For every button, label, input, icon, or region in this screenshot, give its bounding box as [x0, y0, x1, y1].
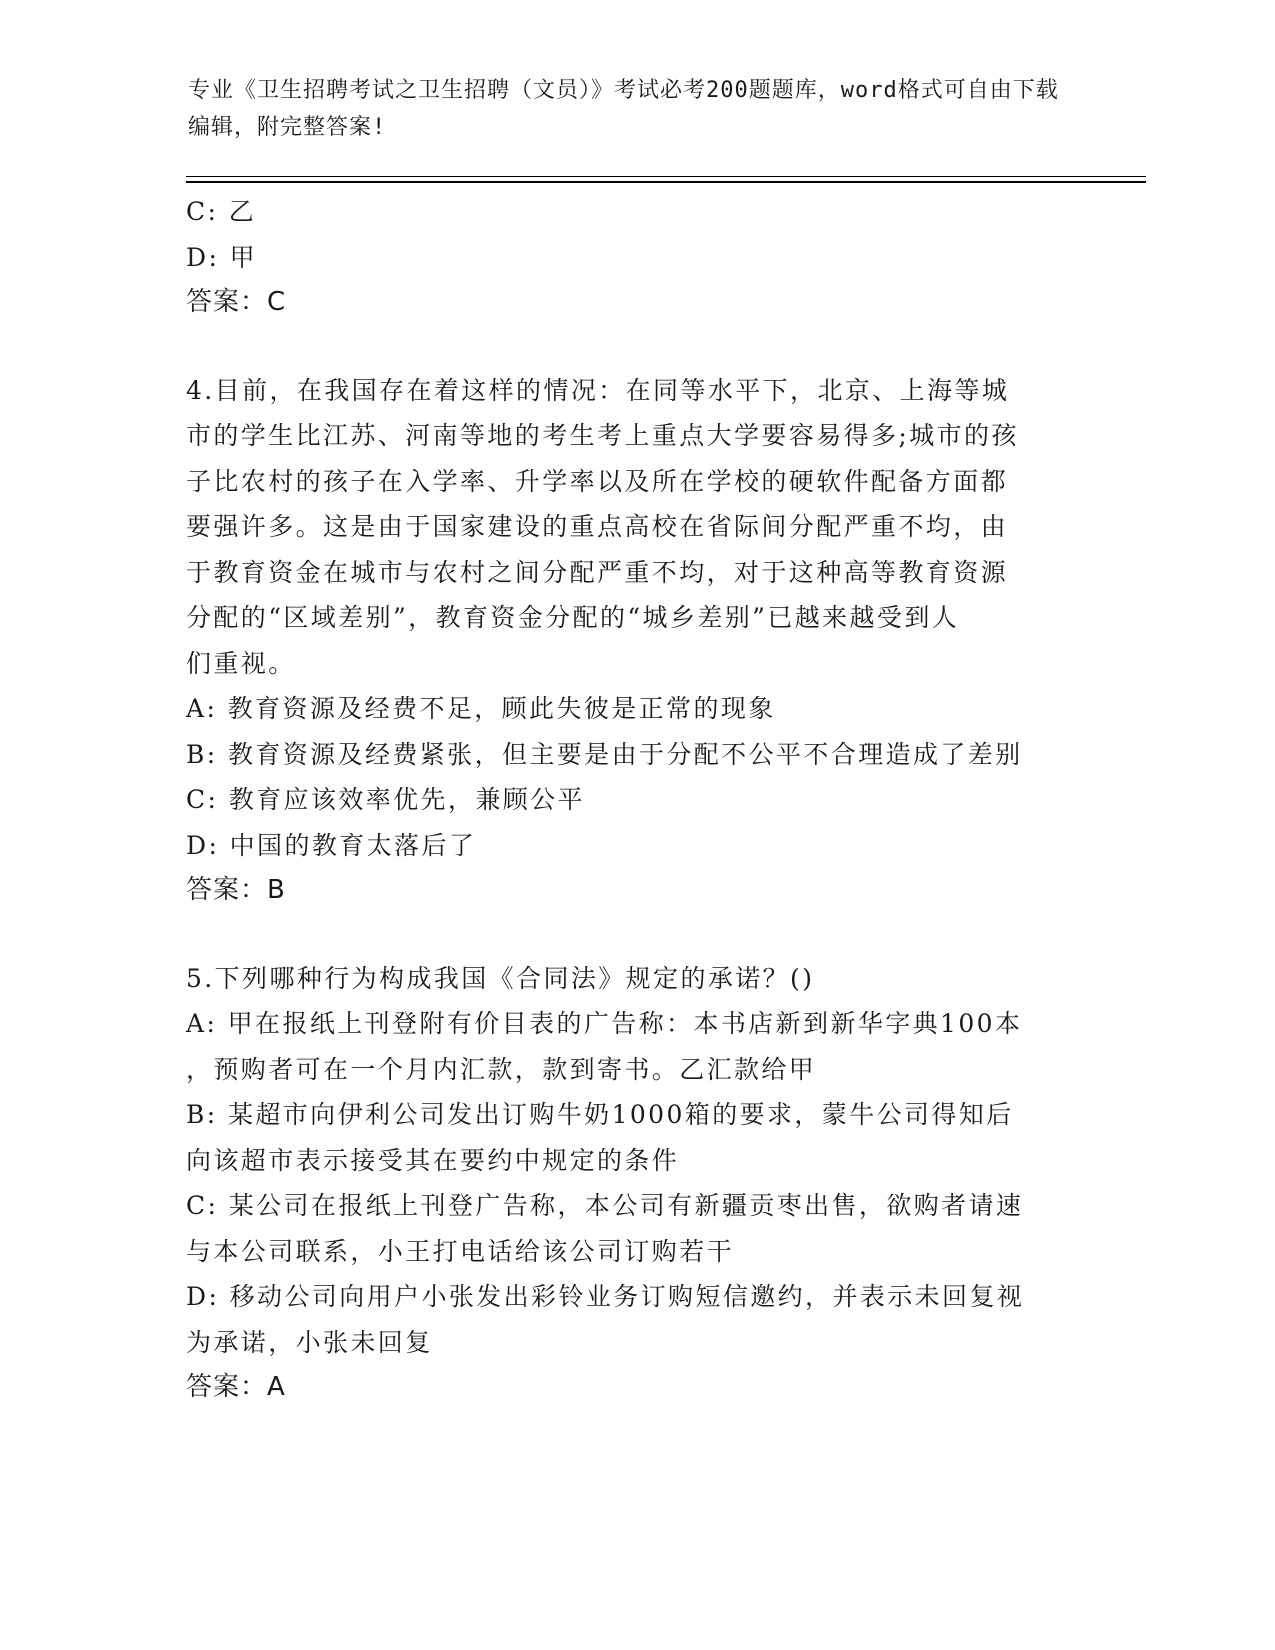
question-text-line: 们重视。: [186, 648, 296, 678]
option-a-continued: ，预购者可在一个月内汇款，款到寄书。乙汇款给甲: [186, 1054, 817, 1084]
spacer: [186, 914, 1086, 956]
answer: 答案：B: [186, 875, 286, 905]
option-b-continued: 向该超市表示接受其在要约中规定的条件: [186, 1145, 680, 1175]
question-3-tail: [186, 189, 1086, 326]
option-b: B: 教育资源及经费紧张，但主要是由于分配不公平不合理造成了差别: [186, 739, 1023, 769]
answer: 答案：A: [186, 1372, 286, 1402]
option-d: D: 中国的教育太落后了: [186, 830, 477, 860]
document-body: [186, 189, 1086, 1411]
question-text-line: 分配的“区域差别”，教育资金分配的“城乡差别”已越来越受到人: [186, 603, 960, 632]
question-text-line: 于教育资金在城市与农村之间分配严重不均，对于这种高等教育资源: [186, 557, 1009, 587]
page-header: [188, 72, 1068, 146]
option-d: D: 甲: [186, 242, 258, 272]
option-b: B: 某超市向伊利公司发出订购牛奶1000箱的要求，蒙牛公司得知后: [186, 1100, 1014, 1129]
option-c: C: 乙: [186, 197, 257, 226]
header-title: 专业《卫生招聘考试之卫生招聘（文员）》考试必考200题题库，word格式可自由下载编辑，附完整答案!: [188, 78, 1059, 140]
option-d-continued: 为承诺，小张未回复: [186, 1327, 433, 1357]
question-text-line: 5.下列哪种行为构成我国《合同法》规定的承诺？(): [186, 963, 815, 993]
question-5: [186, 956, 1086, 1411]
question-text-line: 4.目前，在我国存在着这样的情况：在同等水平下，北京、上海等城: [186, 375, 1010, 405]
option-c: C: 某公司在报纸上刊登广告称，本公司有新疆贡枣出售，欲购者请速: [186, 1191, 1024, 1220]
option-a: A: 甲在报纸上刊登附有价目表的广告称：本书店新到新华字典100本: [186, 1009, 1023, 1038]
question-4: [186, 368, 1086, 914]
question-text-line: 子比农村的孩子在入学率、升学率以及所在学校的硬软件配备方面都: [186, 466, 1009, 496]
option-c: C: 教育应该效率优先，兼顾公平: [186, 785, 585, 814]
option-d: D: 移动公司向用户小张发出彩铃业务订购短信邀约，并表示未回复视: [186, 1282, 1025, 1311]
header-rule-thick: [186, 181, 1146, 183]
header-rule-thin: [186, 176, 1146, 177]
answer: 答案：C: [186, 287, 287, 317]
question-text-line: 市的学生比江苏、河南等地的考生考上重点大学要容易得多;城市的孩: [186, 421, 1019, 450]
question-text-line: 要强许多。这是由于国家建设的重点高校在省际间分配严重不均，由: [186, 512, 1009, 541]
spacer: [186, 326, 1086, 368]
option-a: A: 教育资源及经费不足，顾此失彼是正常的现象: [186, 694, 776, 723]
option-c-continued: 与本公司联系，小王打电话给该公司订购若干: [186, 1236, 735, 1266]
